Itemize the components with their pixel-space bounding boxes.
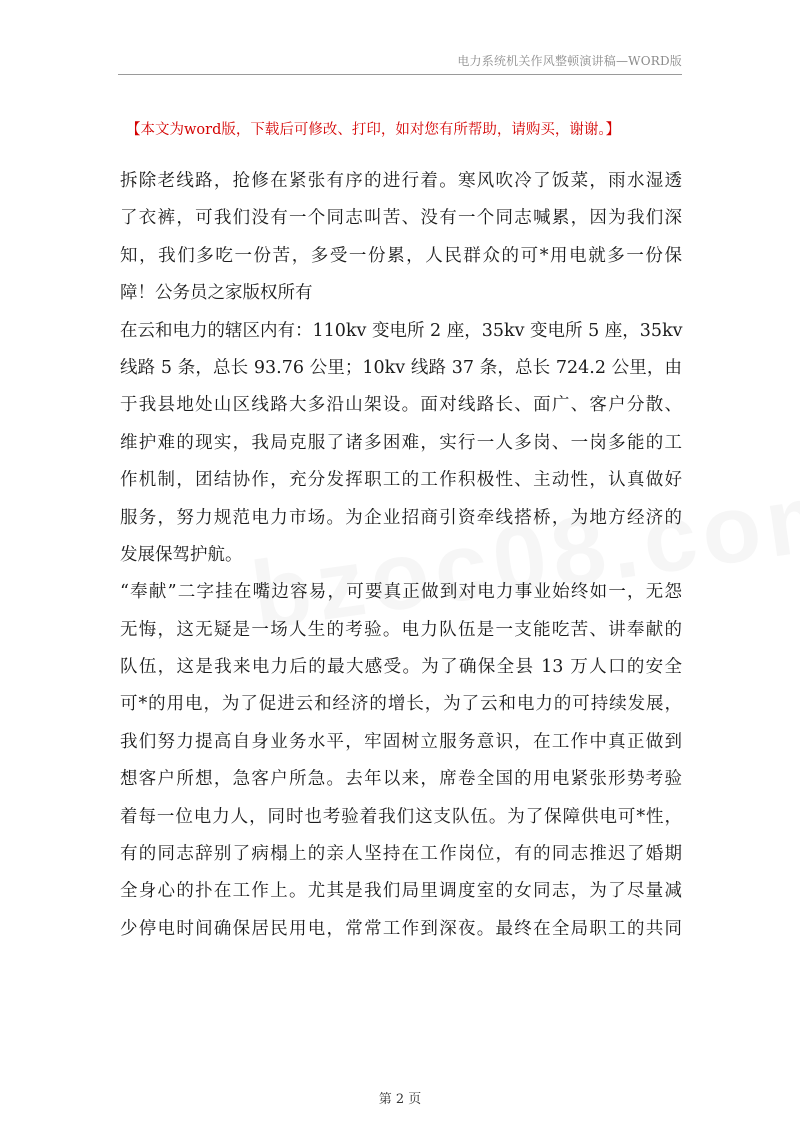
text-line: 有的同志辞别了病榻上的亲人坚持在工作岗位，有的同志推迟了婚期 (120, 844, 682, 865)
text-line: 作机制，团结协作，充分发挥职工的工作积极性、主动性，认真做好 (120, 470, 682, 491)
paragraph (120, 574, 682, 948)
text-line: 全身心的扑在工作上。尤其是我们局里调度室的女同志，为了尽量减 (120, 881, 682, 902)
text-line: 在云和电力的辖区内有：110kv 变电所 2 座，35kv 变电所 5 座，35kv (120, 320, 683, 341)
text-line: 想客户所想，急客户所急。去年以来，席卷全国的用电紧张形势考验 (120, 769, 682, 790)
purchase-notice: 【本文为word版，下载后可修改、打印，如对您有所帮助，请购买，谢谢。】 (126, 122, 621, 138)
text-line: 于我县地处山区线路大多沿山架设。面对线路长、面广、客户分散、 (120, 395, 682, 416)
text-line: 维护难的现实，我局克服了诸多困难，实行一人多岗、一岗多能的工 (120, 432, 682, 453)
paragraph (120, 313, 682, 575)
body-text (120, 163, 682, 948)
text-line: “奉献”二字挂在嘴边容易，可要真正做到对电力事业始终如一，无怨 (120, 582, 682, 603)
text-line: 可*的用电，为了促进云和经济的增长，为了云和电力的可持续发展， (120, 694, 682, 715)
text-line: 少停电时间确保居民用电，常常工作到深夜。最终在全局职工的共同 (120, 918, 682, 939)
page-number: 第 2 页 (378, 1092, 422, 1107)
text-line: 队伍，这是我来电力后的最大感受。为了确保全县 13 万人口的安全 (120, 657, 682, 678)
text-line: 发展保驾护航。 (120, 544, 243, 565)
header-rule (118, 74, 682, 75)
text-line: 障！公务员之家版权所有 (120, 283, 313, 304)
text-line: 了衣裤，可我们没有一个同志叫苦、没有一个同志喊累，因为我们深 (120, 208, 682, 229)
running-header: 电力系统机关作风整顿演讲稿—WORD版 (457, 54, 682, 68)
text-line: 我们努力提高自身业务水平，牢固树立服务意识，在工作中真正做到 (120, 731, 682, 752)
text-line: 着每一位电力人，同时也考验着我们这支队伍。为了保障供电可*性， (120, 806, 682, 827)
text-line: 知，我们多吃一份苦，多受一份累，人民群众的可*用电就多一份保 (120, 245, 682, 266)
text-line: 服务，努力规范电力市场。为企业招商引资牵线搭桥，为地方经济的 (120, 507, 682, 528)
text-line: 拆除老线路，抢修在紧张有序的进行着。寒风吹冷了饭菜，雨水湿透 (120, 171, 682, 191)
text-line: 线路 5 条，总长 93.76 公里；10kv 线路 37 条，总长 724.2 公里，由 (120, 357, 682, 378)
paragraph (120, 163, 682, 313)
text-line: 无悔，这无疑是一场人生的考验。电力队伍是一支能吃苦、讲奉献的 (120, 619, 682, 640)
